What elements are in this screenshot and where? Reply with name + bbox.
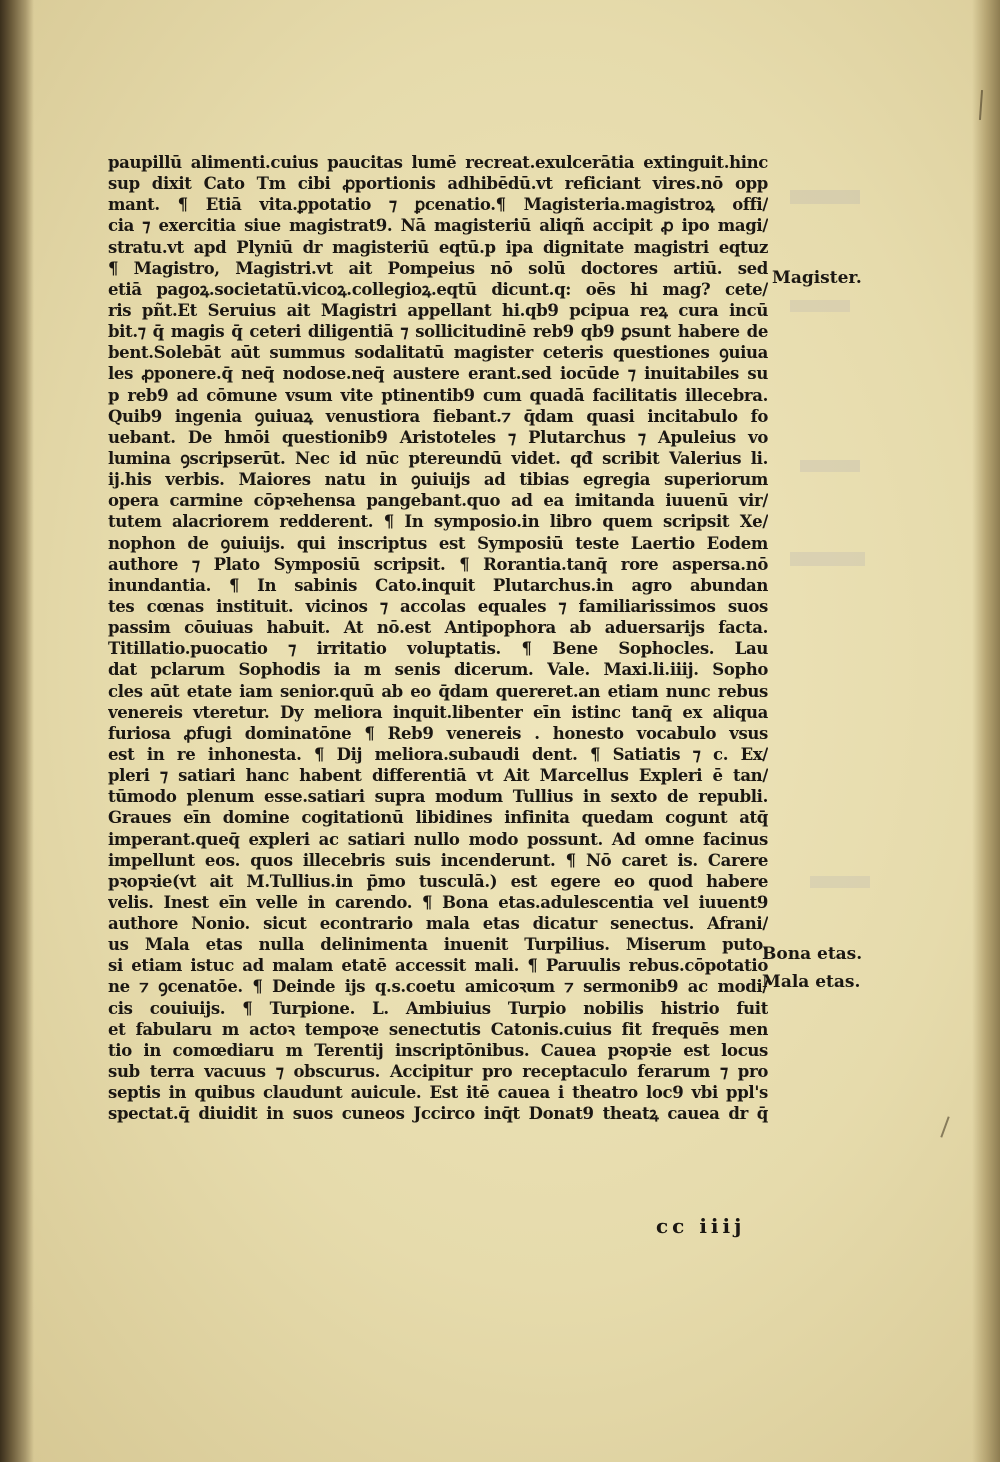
text-line: furiosa ꝓfugi dominatōne ¶ Reb9 venereis . honesto vocabulo vsus xyxy=(108,723,768,743)
text-line: sub terra vacuus ⁊ obscurus. Accipitur pro receptaculo ferarum ⁊ pro xyxy=(108,1062,768,1082)
margin-note-magister: Magister. xyxy=(772,268,862,288)
text-line: ris pñt.Et Seruius ait Magistri appellant hi.qb9 pcipua reꝝ cura incū xyxy=(108,300,768,320)
text-line: est in re inhonesta. ¶ Dij meliora.subaudi dent. ¶ Satiatis ⁊ c. Ex/ xyxy=(108,744,768,764)
text-line: et fabularu m actoꝛ tempoꝛe senectutis Catonis.cuius fit frequēs men xyxy=(108,1019,768,1039)
bleed-through-mark xyxy=(810,876,870,888)
text-line: bit.⁊ q̄ magis q̄ ceteri diligentiā ⁊ sollicitudinē reb9 qb9 ꝑsunt habere de xyxy=(108,322,768,342)
text-line: velis. Inest eīn velle in carendo. ¶ Bona etas.adulescentia vel iuuent9 xyxy=(108,892,768,912)
text-line: etiā pagoꝝ.societatū.vicoꝝ.collegioꝝ.eqtū dicunt.q: oēs hi mag? cete/ xyxy=(108,279,768,299)
text-line: cia ⁊ exercitia siue magistrat9. Nā magisteriū aliqñ accipit ꝓ ipo magi/ xyxy=(108,216,768,236)
text-line: les ꝓponere.q̄ neq̄ nodose.neq̄ austere erant.sed iocūde ⁊ inuitabiles su xyxy=(108,364,768,384)
text-line: inundantia. ¶ In sabinis Cato.inquit Plutarchus.in agro abundan xyxy=(108,575,768,595)
text-line: cles aūt etate iam senior.quū ab eo q̄dam quereret.an etiam nunc rebus xyxy=(108,681,768,701)
text-line: ¶ Magistro, Magistri.vt ait Pompeius nō solū doctores artiū. sed xyxy=(108,258,768,278)
folio-signature: cc iiij xyxy=(656,1214,746,1238)
text-line: Quib9 ingenia ꝯuiuaꝝ venustiora fiebant.⁊ q̄dam quasi incitabulo fo xyxy=(108,406,768,426)
bleed-through-mark xyxy=(790,190,860,204)
text-line: dat pclarum Sophodis ia m senis dicerum. Vale. Maxi.li.iiij. Sopho xyxy=(108,660,768,680)
text-line: tes cœnas instituit. vicinos ⁊ accolas equales ⁊ familiarissimos suos xyxy=(108,596,768,616)
text-line: authore Nonio. sicut econtrario mala etas dicatur senectus. Afrani/ xyxy=(108,914,768,934)
text-line: stratu.vt apd Plyniū dr magisteriū eqtū.p ipa dignitate magistri eqtuz xyxy=(108,237,768,257)
paper-mark xyxy=(940,1116,949,1137)
bleed-through-mark xyxy=(790,300,850,312)
bleed-through-mark xyxy=(800,460,860,472)
binding-gutter xyxy=(0,0,34,1462)
text-line: Titillatio.puocatio ⁊ irritatio voluptatis. ¶ Bene Sophocles. Lau xyxy=(108,639,768,659)
text-line: passim cōuiuas habuit. At nō.est Antipophora ab aduersarijs facta. xyxy=(108,618,768,638)
text-line: uebant. De hmōi questionib9 Aristoteles ⁊ Plutarchus ⁊ Apuleius vo xyxy=(108,427,768,447)
text-line: tutem alacriorem redderent. ¶ In symposio.in libro quem scripsit Xe/ xyxy=(108,512,768,532)
text-line: pleri ⁊ satiari hanc habent differentiā vt Ait Marcellus Expleri ē tan/ xyxy=(108,766,768,786)
text-line: pꝛopꝛie(vt ait M.Tullius.in p̄mo tusculā.) est egere eo quod habere xyxy=(108,871,768,891)
text-line: si etiam istuc ad malam etatē accessit mali. ¶ Paruulis rebus.cōpotatio xyxy=(108,956,768,976)
text-line: paupillū alimenti.cuius paucitas lumē recreat.exulcerātia extinguit.hinc xyxy=(108,153,768,172)
text-line: nophon de ꝯuiuijs. qui inscriptus est Symposiū teste Laertio Eodem xyxy=(108,533,768,553)
text-line: cis couiuijs. ¶ Turpione. L. Ambiuius Turpio nobilis histrio fuit xyxy=(108,998,768,1018)
text-line: imperant.queq̄ expleri ac satiari nullo modo possunt. Ad omne facinus xyxy=(108,829,768,849)
margin-note-mala-etas: Mala etas. xyxy=(762,972,861,992)
text-line: septis in quibus claudunt auicule. Est itē cauea i theatro loc9 vbi ppl's xyxy=(108,1083,768,1103)
text-line: tio in comœdiaru m Terentij inscriptōnibus. Cauea pꝛopꝛie est locus xyxy=(108,1040,768,1060)
margin-note-bona-etas: Bona etas. xyxy=(762,944,863,964)
text-line: ij.his verbis. Maiores natu in ꝯuiuijs ad tibias egregia superiorum xyxy=(108,470,768,490)
text-line: venereis vteretur. Dy meliora inquit.libenter eīn istinc tanq̄ ex aliqua xyxy=(108,702,768,722)
main-text-block xyxy=(108,152,768,1124)
text-line: mant. ¶ Etiā vita.ꝑpotatio ⁊ ꝑcenatio.¶ Magisteria.magistroꝝ offi/ xyxy=(108,195,768,215)
text-line: spectat.q̄ diuidit in suos cuneos Jccirco inq̄t Donat9 theatꝝ cauea dr q̄ xyxy=(108,1104,768,1124)
text-line: Graues eīn domine cogitationū libidines infinita quedam cogunt atq̄ xyxy=(108,808,768,828)
text-line: authore ⁊ Plato Symposiū scripsit. ¶ Rorantia.tanq̄ rore aspersa.nō xyxy=(108,554,768,574)
text-line: ne ⁊ ꝯcenatōe. ¶ Deinde ijs q.s.coetu amicoꝛum ⁊ sermonib9 ac modi/ xyxy=(108,977,768,997)
text-line: sup dixit Cato Tm cibi ꝓportionis adhibēdū.vt reficiant vires.nō opp xyxy=(108,174,768,194)
text-line: us Mala etas nulla delinimenta inuenit Turpilius. Miserum puto. xyxy=(108,935,768,955)
text-line: opera carmine cōpꝛehensa pangebant.quo ad ea imitanda iuuenū vir/ xyxy=(108,491,768,511)
text-line: lumina ꝯscripserūt. Nec id nūc ptereundū videt. qđ scribit Valerius li. xyxy=(108,448,768,468)
text-line: impellunt eos. quos illecebris suis incenderunt. ¶ Nō caret is. Carere xyxy=(108,850,768,870)
bleed-through-mark xyxy=(790,552,865,566)
text-line: tūmodo plenum esse.satiari supra modum Tullius in sexto de republi. xyxy=(108,787,768,807)
text-line: bent.Solebāt aūt summus sodalitatū magister ceteris questiones ꝯuiua xyxy=(108,343,768,363)
text-line: p reb9 ad cōmune vsum vite ptinentib9 cum quadā facilitatis illecebra. xyxy=(108,385,768,405)
page-edge xyxy=(972,0,1000,1462)
